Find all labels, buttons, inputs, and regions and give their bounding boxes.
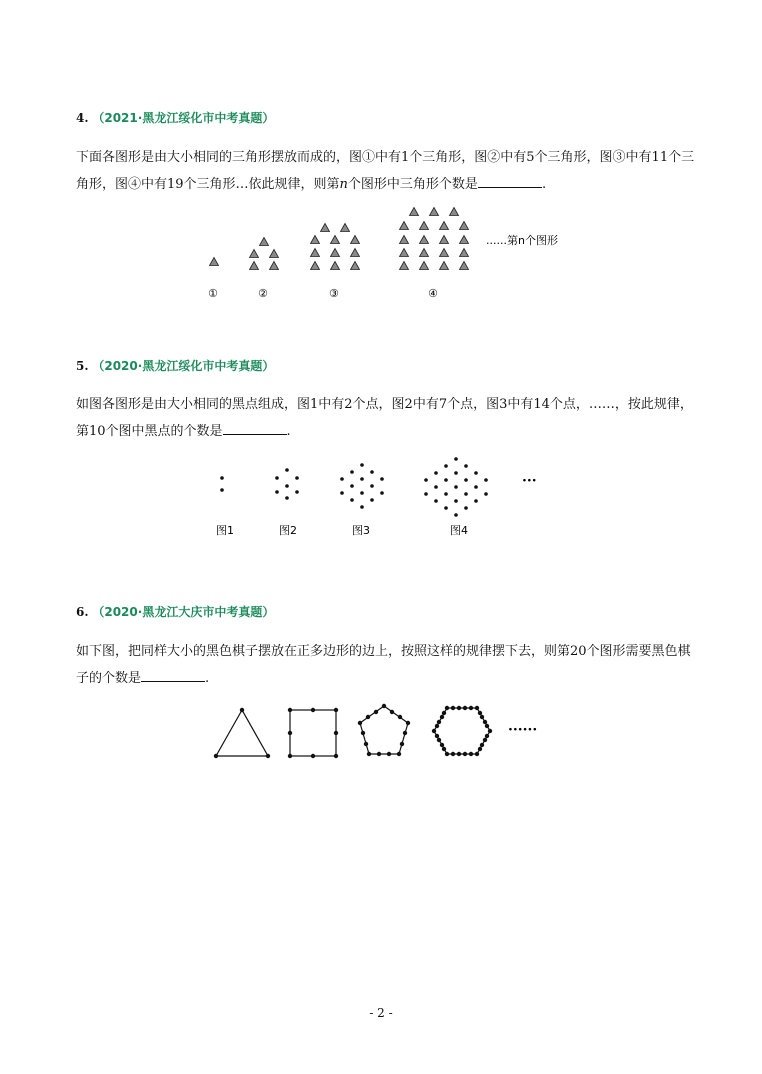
q5-source: （2020·黑龙江绥化市中考真题）	[92, 359, 275, 373]
q5-text-end: .	[286, 424, 291, 439]
q6-number: 6.	[76, 605, 89, 619]
q5-fig-label-1: 图1	[216, 524, 234, 537]
q5-more-label: ···	[522, 473, 537, 489]
q5-fig-label-2: 图2	[279, 524, 297, 537]
q4-text-end: .	[541, 177, 547, 192]
page-number: - 2 -	[369, 1006, 393, 1020]
q4-source: （2021·黑龙江绥化市中考真题）	[92, 111, 275, 125]
q6-square	[290, 710, 336, 756]
q6-source: （2020·黑龙江大庆市中考真题）	[92, 605, 275, 619]
q4-text-a: 下面各图形是由大小相同的三角形摆放而成的，图①中有1个三角形，图②中有5个三角形，图③中有11个三角形，图④中有19个三角形…依此规律，则第	[76, 150, 695, 192]
q4-fig-label-2: ②	[258, 287, 268, 300]
q4-var-n: n	[339, 177, 348, 192]
q4-number: 4.	[76, 111, 89, 125]
q6-text-a: 如下图，把同样大小的黑色棋子摆放在正多边形的边上，按照这样的规律摆下去，则第20个图形需要黑色棋子的个数是	[76, 644, 691, 686]
q5-number: 5.	[76, 359, 89, 373]
q5-fig-label-4: 图4	[450, 524, 468, 537]
q6-more-label: ······	[508, 722, 538, 738]
q5-text-a: 如图各图形是由大小相同的黑点组成，图1中有2个点，图2中有7个点，图3中有14个点，……，按此规律，第10个图中黑点的个数是	[76, 397, 693, 439]
q4-fig-label-3: ③	[329, 287, 339, 300]
q4-fig-label-1: ①	[208, 287, 218, 300]
q4-fig-label-4: ④	[428, 287, 438, 300]
q4-more-label: ......第n个图形	[486, 234, 558, 247]
q6-triangle	[216, 710, 268, 756]
q6-text-end: .	[205, 671, 210, 686]
q4-text-b: 个图形中三角形个数是	[347, 177, 478, 192]
q5-fig-label-3: 图3	[352, 524, 370, 537]
q6-pentagon	[360, 706, 408, 754]
